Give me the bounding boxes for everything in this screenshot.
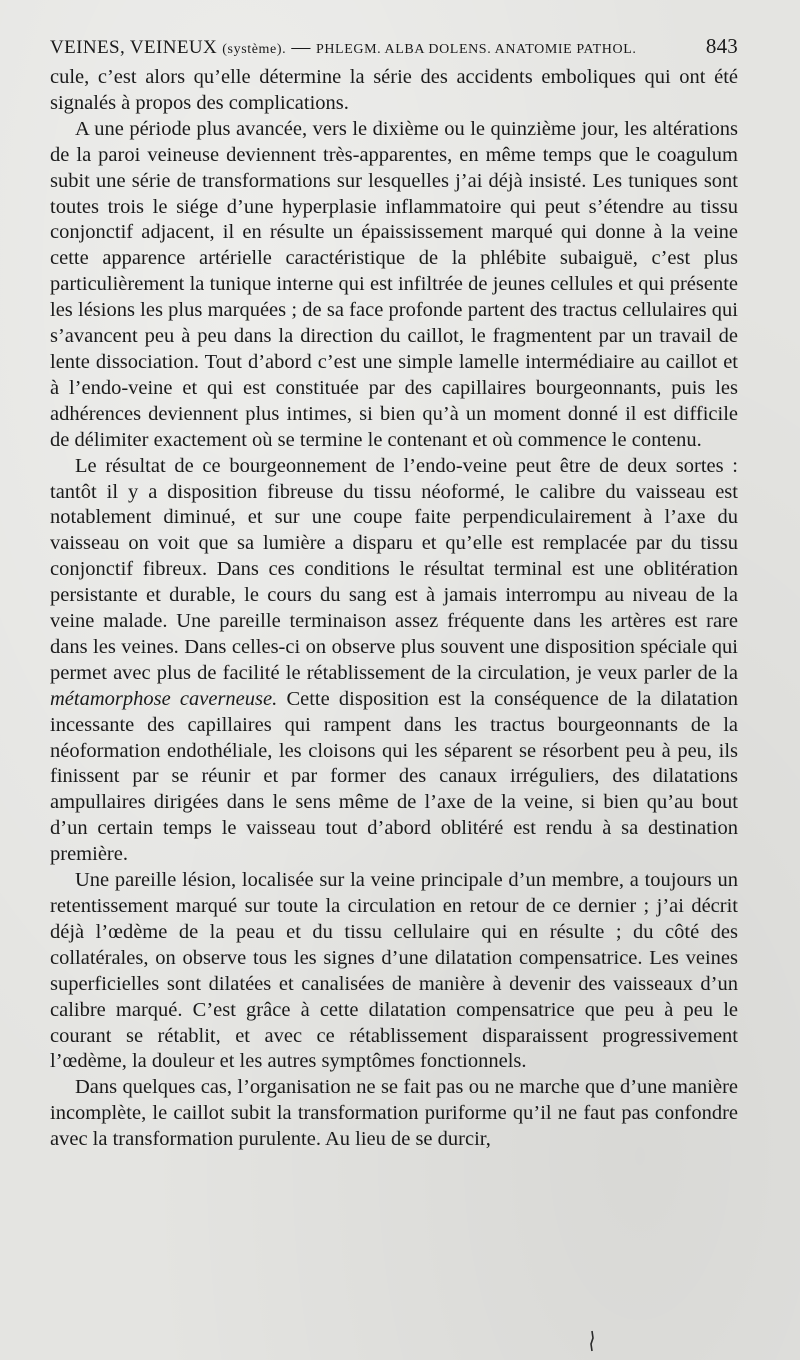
paragraph-1: cule, c’est alors qu’elle détermine la série des accidents emboliques qui ont été signalés à propos des complications.	[50, 66, 738, 114]
paragraph-3-text-before: Le résultat de ce bourgeonnement de l’endo-veine peut être de deux sortes : tantôt il y a disposition fibreuse du tissu néoformé, le calibre du vaisseau est notablement diminué, et sur une coupe faite perpendiculairement à l’axe du vaisseau on voit que sa lumière a disparu et qu’elle est remplacée par du tissu conjonctif fibreux. Dans ces conditions le résultat terminal est une oblitération persistante et durable, le cours du sang est à jamais interrompu au niveau de la veine malade. Une pareille terminaison assez fréquente dans les artères est rare dans les veines. Dans celles-ci on observe plus souvent une disposition spéciale qui permet avec plus de facilité le rétablissement de la circulation, je veux parler de la	[50, 454, 738, 684]
running-head-dash: —	[291, 37, 311, 58]
running-head-title: VEINES, VEINEUX	[50, 37, 218, 58]
running-head-system-label: (système).	[222, 42, 287, 57]
body-text	[50, 65, 738, 1153]
paragraph-3-emphasis: métamorphose caverneuse.	[50, 687, 278, 710]
paragraph-2: A une période plus avancée, vers le dixième ou le quinzième jour, les altérations de la paroi veineuse deviennent très-apparentes, en même temps que le coagulum subit une série de transformations sur lesquelles j’ai déjà insisté. Les tuniques sont toutes trois le siége d’une hyperplasie inflammatoire qui peut s’étendre au tissu conjonctif adjacent, il en résulte un épaississement marqué qui donne à la veine cette apparence artérielle caractéristique de la phlébite subaiguë, c’est plus particulièrement la tunique interne qui est infiltrée de jeunes cellules et qui présente les lésions les plus marquées ; de sa face profonde partent des tractus cellulaires qui s’avancent peu à peu dans la direction du caillot, le fragmentent par un travail de lente dissociation. Tout d’abord c’est une simple lamelle intermédiaire au caillot et à l’endo-veine et qui est constituée par des capillaires bourgeonnants, puis les adhérences deviennent plus intimes, si bien qu’à un moment donné il est difficile de délimiter exactement où se termine le contenant et où commence le contenu.	[50, 117, 738, 451]
paragraph-4: Une pareille lésion, localisée sur la veine principale d’un membre, a toujours un retentissement marqué sur toute la circulation en retour de ce dernier ; j’ai décrit déjà l’œdème de la peau et du tissu cellulaire qui en résulte ; du côté des collatérales, on observe tous les signes d’une dilatation compensatrice. Les veines superficielles sont dilatées et canalisées de manière à devenir des vaisseaux d’un calibre marqué. C’est grâce à cette dilatation compensatrice que peu à peu le courant se rétablit, et avec ce rétablissement disparaissent progressivement l’œdème, la douleur et les autres symptômes fonctionnels.	[50, 869, 738, 1073]
running-head-title-group	[50, 37, 636, 59]
running-head-section: PHLEGM. ALBA DOLENS. ANATOMIE PATHOL.	[315, 42, 637, 57]
ink-mark	[589, 1330, 595, 1352]
page-number: 843	[705, 34, 738, 58]
paragraph-5: Dans quelques cas, l’organisation ne se fait pas ou ne marche que d’une manière incomplète, le caillot subit la transformation puriforme qu’il ne faut pas confondre avec la transformation purulente. Au lieu de se durcir,	[50, 1076, 738, 1151]
running-head	[50, 34, 738, 59]
paragraph-3-text-after: Cette disposition est la conséquence de la dilatation incessante des capillaires qui rampent dans les tractus bourgeonnants de la néoformation endothéliale, les cloisons qui les séparent se résorbent peu à peu, ils finissent par se réunir et par former des canaux irréguliers, des dilatations ampullaires dirigées dans le sens même de l’axe de la veine, si bien qu’au bout d’un certain temps le vaisseau tout d’abord oblitéré est rendu à sa destination première.	[50, 687, 739, 866]
paragraph-3	[50, 454, 738, 869]
